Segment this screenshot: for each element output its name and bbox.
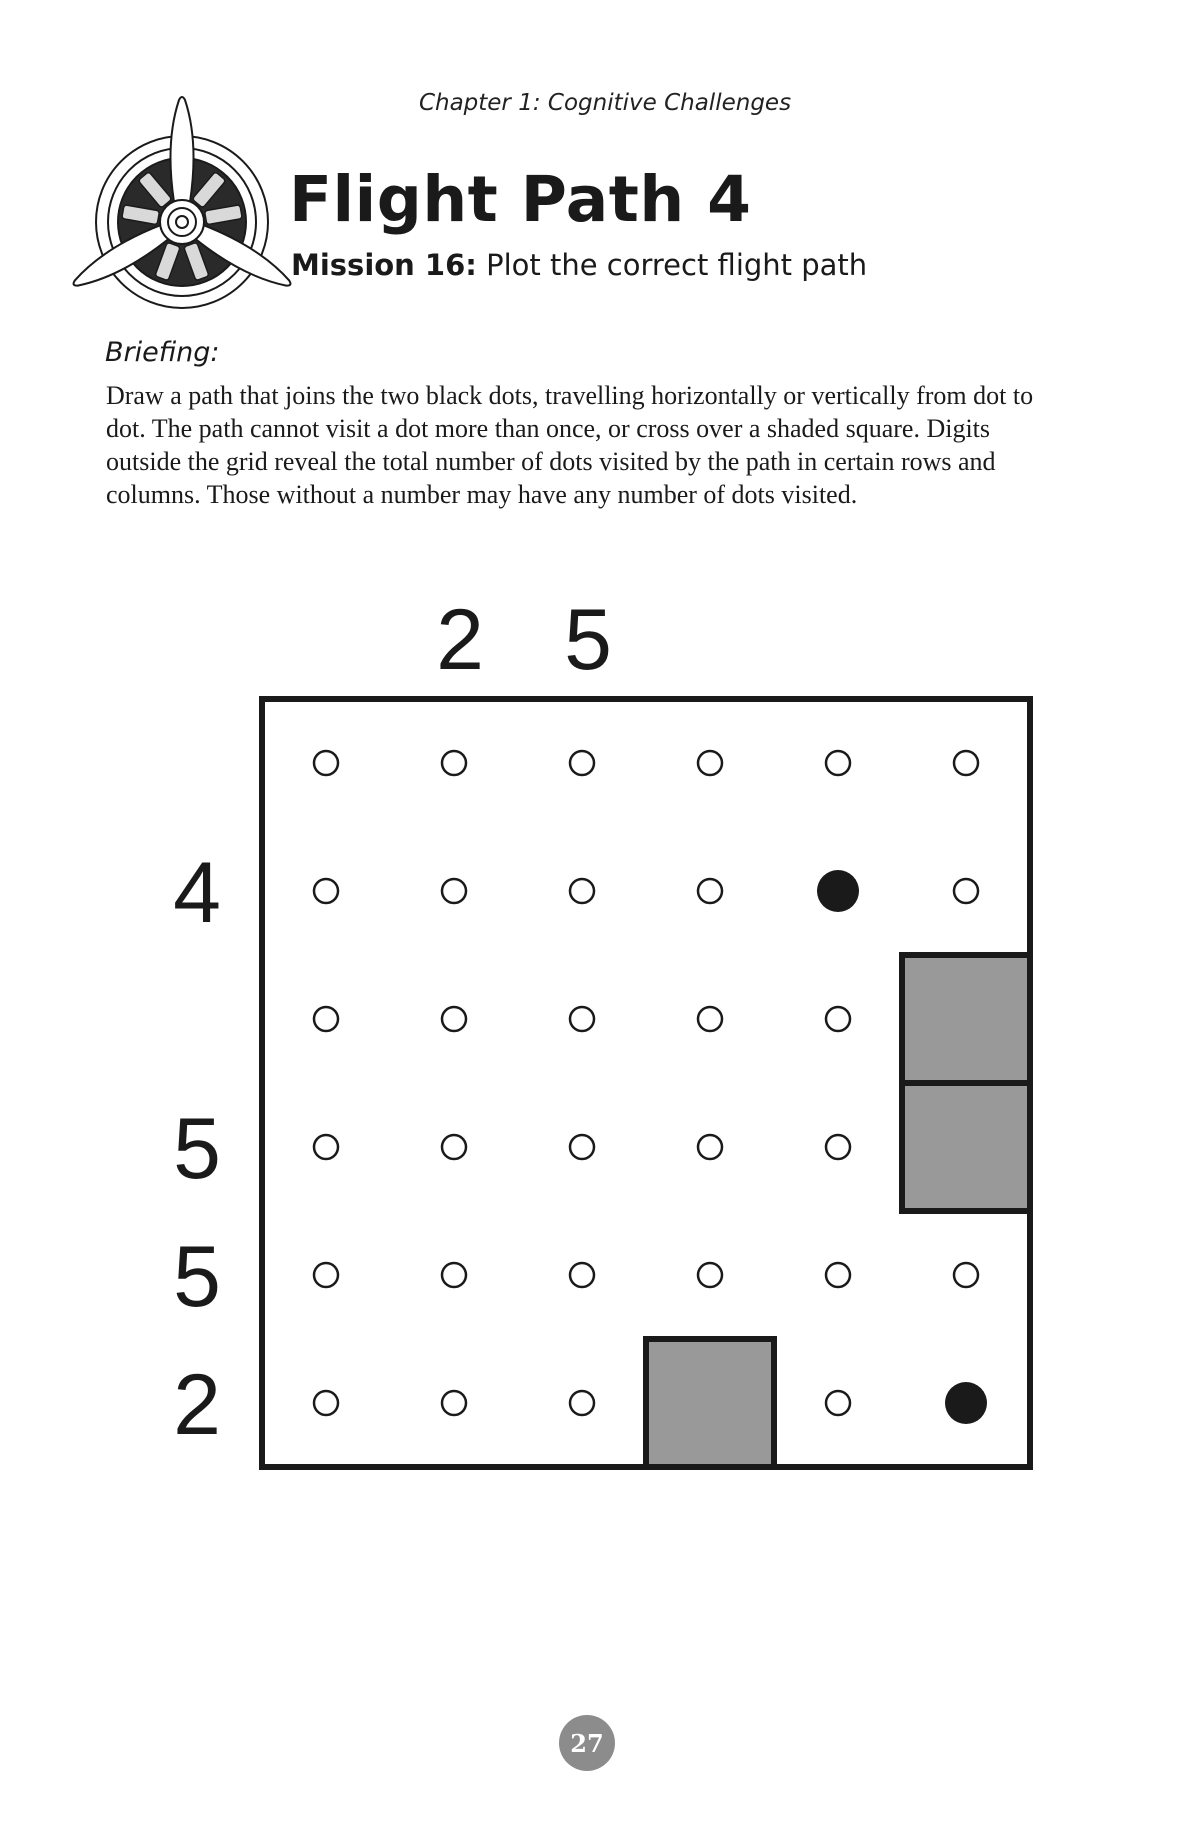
grid-dot: [570, 1391, 594, 1415]
grid-dot: [314, 1135, 338, 1159]
grid-dot: [570, 879, 594, 903]
mission-text: Plot the correct flight path: [486, 248, 868, 282]
grid-dot: [570, 1263, 594, 1287]
grid-dot: [698, 1007, 722, 1031]
grid-dot: [826, 1263, 850, 1287]
page-number-badge: 27: [559, 1715, 615, 1771]
shaded-square: [902, 1083, 1030, 1211]
grid-dot: [314, 1263, 338, 1287]
row-clue: 5: [173, 1229, 221, 1325]
grid-dot: [698, 1263, 722, 1287]
chapter-heading: Chapter 1: Cognitive Challenges: [418, 90, 792, 116]
grid-dot: [442, 1135, 466, 1159]
row-clue: 5: [173, 1101, 221, 1197]
grid-dot: [314, 1391, 338, 1415]
grid-dot: [314, 751, 338, 775]
column-clue: 2: [436, 592, 484, 688]
grid-dot: [698, 1135, 722, 1159]
shaded-square: [646, 1339, 774, 1467]
grid-dot: [314, 879, 338, 903]
grid-dot: [314, 1007, 338, 1031]
grid-dot: [954, 1263, 978, 1287]
grid-dot: [442, 879, 466, 903]
column-clue: 5: [564, 592, 612, 688]
grid-dot: [570, 751, 594, 775]
grid-dot: [826, 751, 850, 775]
grid-dot: [698, 751, 722, 775]
grid-dot: [826, 1135, 850, 1159]
grid-dot: [954, 751, 978, 775]
grid-dot: [826, 1007, 850, 1031]
grid-dot: [442, 1263, 466, 1287]
shaded-square: [902, 955, 1030, 1083]
grid-dot: [826, 1391, 850, 1415]
black-dot: [817, 870, 859, 912]
grid-dot: [570, 1007, 594, 1031]
page-title: Flight Path 4: [289, 163, 752, 236]
grid-dot: [442, 751, 466, 775]
grid-dot: [442, 1007, 466, 1031]
briefing-text: Draw a path that joins the two black dots, travelling horizontally or vertically from dot to dot. The path cannot visit a dot more than once, or cross over a shaded square. Digits outside the grid reveal the total number of dots visited by the path in certain rows and columns. Those without a number may have any number of dots visited.: [106, 381, 1034, 509]
briefing-label: Briefing:: [105, 337, 220, 368]
row-clue: 2: [173, 1357, 221, 1453]
row-clue: 4: [173, 845, 221, 941]
grid-dot: [442, 1391, 466, 1415]
mission-label: Mission 16:: [291, 248, 477, 282]
grid-dot: [570, 1135, 594, 1159]
grid-dot: [954, 879, 978, 903]
grid-dot: [698, 879, 722, 903]
black-dot: [945, 1382, 987, 1424]
